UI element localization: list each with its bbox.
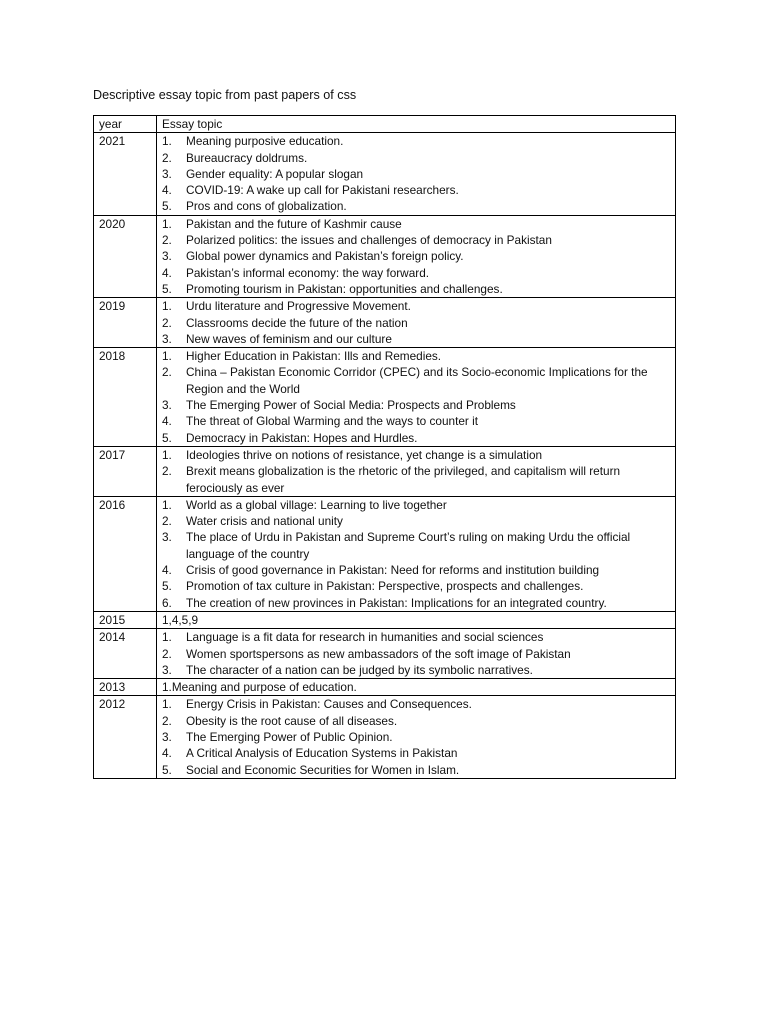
topic-item [162, 662, 671, 678]
year-cell: 2019 [94, 298, 157, 348]
topic-column-header: Essay topic [157, 116, 676, 133]
topic-number: 3. [162, 249, 172, 264]
topic-item [162, 529, 671, 562]
table-row [94, 611, 676, 628]
document-title: Descriptive essay topic from past papers of css [93, 88, 357, 102]
topic-item [162, 150, 671, 166]
topic-number: 2. [162, 150, 172, 165]
topic-item [162, 762, 671, 778]
topic-item [162, 578, 671, 594]
topic-item [162, 248, 671, 264]
topic-item [162, 133, 671, 149]
table-row [94, 629, 676, 679]
topic-item [162, 729, 671, 745]
topic-list [162, 298, 671, 347]
topic-number: 3. [162, 530, 172, 545]
topic-number: 4. [162, 414, 172, 429]
topics-cell [157, 629, 676, 679]
topic-text: New waves of feminism and our culture [186, 331, 392, 346]
topic-number: 1. [162, 299, 172, 314]
topic-item [162, 430, 671, 446]
topics-cell [157, 679, 676, 696]
topic-item [162, 298, 671, 314]
topics-cell [157, 496, 676, 611]
topic-item [162, 265, 671, 281]
topic-list [162, 696, 671, 777]
topic-number: 5. [162, 281, 172, 296]
topic-item [162, 216, 671, 232]
topics-cell [157, 215, 676, 297]
topic-text: Higher Education in Pakistan: Ills and Remedies. [186, 349, 442, 364]
topic-number: 1. [162, 349, 172, 364]
topic-text: Pakistan’s informal economy: the way forward. [186, 265, 430, 280]
topic-item [162, 166, 671, 182]
topic-item [162, 696, 671, 712]
table-row [94, 298, 676, 348]
topic-text: Meaning purposive education. [186, 134, 344, 149]
year-cell: 2014 [94, 629, 157, 679]
year-cell: 2016 [94, 496, 157, 611]
topic-text: Promoting tourism in Pakistan: opportunities and challenges. [186, 281, 503, 296]
year-cell: 2017 [94, 446, 157, 496]
topic-item [162, 629, 671, 645]
topic-text: 1,4,5,9 [162, 612, 199, 627]
topic-text: Pros and cons of globalization. [186, 199, 347, 214]
topic-text: 1.Meaning and purpose of education. [162, 680, 357, 695]
year-cell: 2018 [94, 348, 157, 447]
topic-text: Urdu literature and Progressive Movement. [186, 299, 411, 314]
topic-item [162, 413, 671, 429]
topic-item [162, 198, 671, 214]
topic-number: 6. [162, 595, 172, 610]
topic-number: 2. [162, 365, 172, 380]
table-header-row [94, 116, 676, 133]
topic-item [162, 364, 671, 397]
topic-item [162, 281, 671, 297]
topic-number: 3. [162, 729, 172, 744]
year-cell: 2021 [94, 133, 157, 215]
topic-text: Women sportspersons as new ambassadors of the soft image of Pakistan [186, 646, 571, 661]
topic-text: Global power dynamics and Pakistan’s foreign policy. [186, 249, 464, 264]
table-row [94, 348, 676, 447]
topic-text: Social and Economic Securities for Women in Islam. [186, 762, 460, 777]
table-row [94, 133, 676, 215]
year-column-header: year [94, 116, 157, 133]
topic-item [162, 348, 671, 364]
topic-item [162, 497, 671, 513]
topic-text: Brexit means globalization is the rhetoric of the privileged, and capitalism will return ferociously as ever [186, 464, 621, 495]
table-body [94, 133, 676, 779]
topic-number: 1. [162, 697, 172, 712]
topic-text: The Emerging Power of Public Opinion. [186, 729, 393, 744]
year-cell: 2020 [94, 215, 157, 297]
topic-text: Crisis of good governance in Pakistan: Need for reforms and institution building [186, 563, 600, 578]
table-row [94, 446, 676, 496]
topic-item [162, 646, 671, 662]
topic-item [162, 595, 671, 611]
essay-topics-table [93, 115, 676, 779]
topics-cell [157, 348, 676, 447]
topic-number: 2. [162, 315, 172, 330]
topic-number: 4. [162, 183, 172, 198]
topic-item [162, 182, 671, 198]
topic-number: 5. [162, 199, 172, 214]
topic-number: 5. [162, 430, 172, 445]
table-row [94, 696, 676, 778]
topic-number: 3. [162, 398, 172, 413]
topic-number: 1. [162, 497, 172, 512]
topic-item [162, 315, 671, 331]
topic-list [162, 133, 671, 214]
topics-cell [157, 446, 676, 496]
topic-text: Promotion of tax culture in Pakistan: Perspective, prospects and challenges. [186, 579, 584, 594]
topic-text: China – Pakistan Economic Corridor (CPEC) and its Socio-economic Implications for the Region and the World [186, 365, 648, 396]
topic-item [162, 562, 671, 578]
topic-text: The Emerging Power of Social Media: Prospects and Problems [186, 398, 516, 413]
topic-number: 1. [162, 134, 172, 149]
topic-list [162, 447, 671, 496]
table-row [94, 496, 676, 611]
topic-number: 2. [162, 646, 172, 661]
topic-text: Polarized politics: the issues and challenges of democracy in Pakistan [186, 233, 552, 248]
topics-cell [157, 133, 676, 215]
topic-item [162, 447, 671, 463]
table-row [94, 679, 676, 696]
topic-text: Pakistan and the future of Kashmir cause [186, 216, 402, 231]
topic-number: 2. [162, 713, 172, 728]
topic-number: 2. [162, 514, 172, 529]
topic-text: COVID-19: A wake up call for Pakistani researchers. [186, 183, 459, 198]
topic-text: The place of Urdu in Pakistan and Supreme Court’s ruling on making Urdu the official language of the country [186, 530, 631, 561]
topic-text: Obesity is the root cause of all diseases. [186, 713, 398, 728]
topic-item [162, 463, 671, 496]
topic-text: World as a global village: Learning to live together [186, 497, 447, 512]
topics-cell [157, 611, 676, 628]
topic-item [162, 397, 671, 413]
topic-text: A Critical Analysis of Education Systems in Pakistan [186, 746, 458, 761]
topics-cell [157, 696, 676, 778]
topic-text: The threat of Global Warming and the ways to counter it [186, 414, 479, 429]
topic-text: Democracy in Pakistan: Hopes and Hurdles. [186, 430, 418, 445]
topic-number: 5. [162, 579, 172, 594]
topic-number: 4. [162, 746, 172, 761]
topic-number: 2. [162, 464, 172, 479]
topic-text: Classrooms decide the future of the nation [186, 315, 408, 330]
topic-text: Bureaucracy doldrums. [186, 150, 308, 165]
topic-text: Water crisis and national unity [186, 514, 343, 529]
topic-text: Energy Crisis in Pakistan: Causes and Consequences. [186, 697, 472, 712]
topic-number: 1. [162, 216, 172, 231]
topic-item [162, 331, 671, 347]
topic-number: 3. [162, 331, 172, 346]
topic-item [162, 713, 671, 729]
topic-number: 3. [162, 662, 172, 677]
topic-number: 1. [162, 447, 172, 462]
topic-number: 3. [162, 166, 172, 181]
topic-item [162, 745, 671, 761]
topic-list [162, 348, 671, 446]
topic-number: 1. [162, 630, 172, 645]
year-cell: 2015 [94, 611, 157, 628]
topic-number: 4. [162, 265, 172, 280]
topic-text: The creation of new provinces in Pakistan: Implications for an integrated country. [186, 595, 607, 610]
year-cell: 2013 [94, 679, 157, 696]
topic-list [162, 216, 671, 297]
topic-number: 2. [162, 233, 172, 248]
topic-list [162, 629, 671, 678]
topic-text: Gender equality: A popular slogan [186, 166, 364, 181]
topic-text: Language is a fit data for research in humanities and social sciences [186, 630, 544, 645]
topic-number: 5. [162, 762, 172, 777]
table-row [94, 215, 676, 297]
topic-number: 4. [162, 563, 172, 578]
year-cell: 2012 [94, 696, 157, 778]
topics-cell [157, 298, 676, 348]
topic-text: Ideologies thrive on notions of resistance, yet change is a simulation [186, 447, 543, 462]
topic-list [162, 497, 671, 611]
topic-item [162, 232, 671, 248]
topic-item [162, 513, 671, 529]
topic-text: The character of a nation can be judged by its symbolic narratives. [186, 662, 533, 677]
